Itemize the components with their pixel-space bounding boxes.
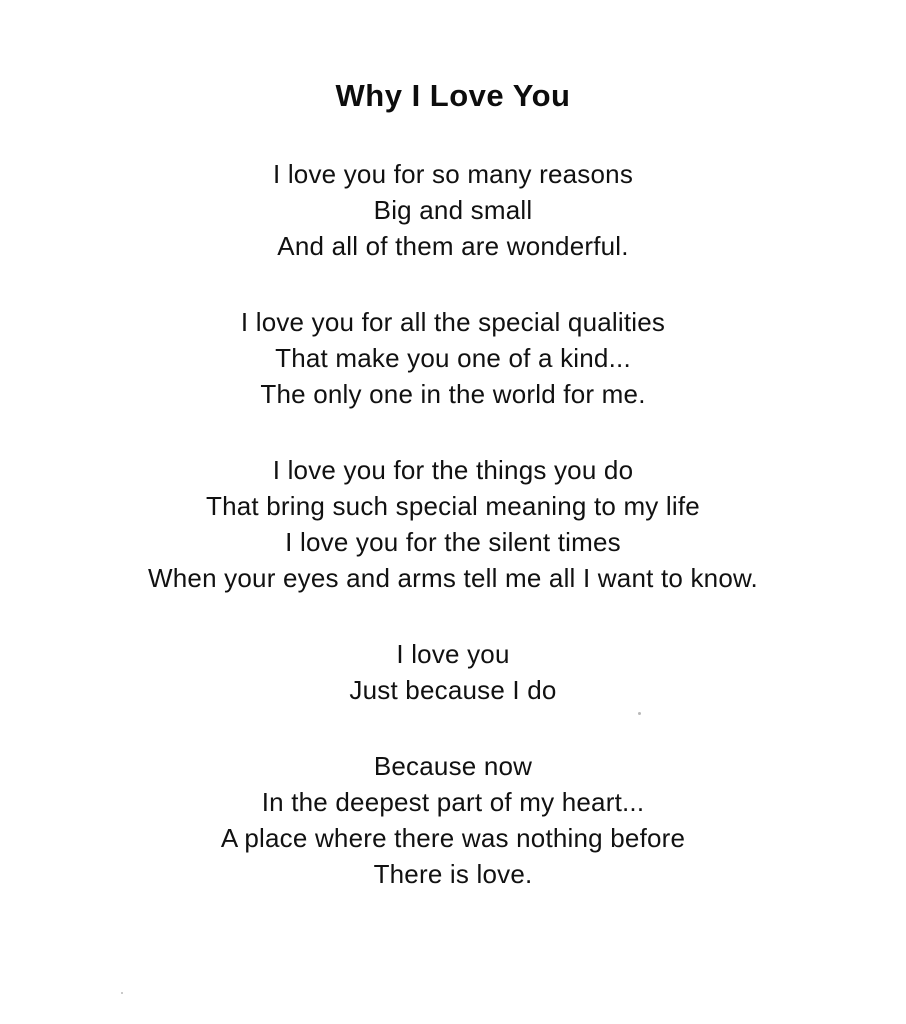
poem-body — [0, 156, 906, 892]
poem-line: I love you for the things you do — [272, 455, 634, 485]
stanza — [0, 156, 906, 264]
poem-line: I love you for so many reasons — [272, 159, 634, 189]
poem-line: I love you for the silent times — [285, 527, 621, 557]
stanza — [0, 748, 906, 892]
stanza — [0, 304, 906, 412]
poem-line: A place where there was nothing before — [220, 823, 686, 853]
stanza — [0, 452, 906, 596]
poem-line: Because now — [373, 751, 533, 781]
scan-speck — [121, 992, 123, 994]
poem-line: And all of them are wonderful. — [277, 231, 629, 261]
poem-line: Just because I do — [349, 675, 557, 705]
page-title: Why I Love You — [335, 78, 571, 113]
poem-line: The only one in the world for me. — [260, 379, 646, 409]
poem-line: There is love. — [373, 859, 533, 889]
poem-line: That make you one of a kind... — [275, 343, 631, 373]
stanza — [0, 636, 906, 708]
poem-line: I love you for all the special qualities — [240, 307, 666, 337]
poem-line: When your eyes and arms tell me all I want to know. — [148, 563, 758, 593]
poem-line: I love you — [396, 639, 510, 669]
poem-line: In the deepest part of my heart... — [261, 787, 645, 817]
scan-speck — [638, 712, 641, 715]
poem-line: Big and small — [373, 195, 533, 225]
poem-line: That bring such special meaning to my life — [206, 491, 700, 521]
